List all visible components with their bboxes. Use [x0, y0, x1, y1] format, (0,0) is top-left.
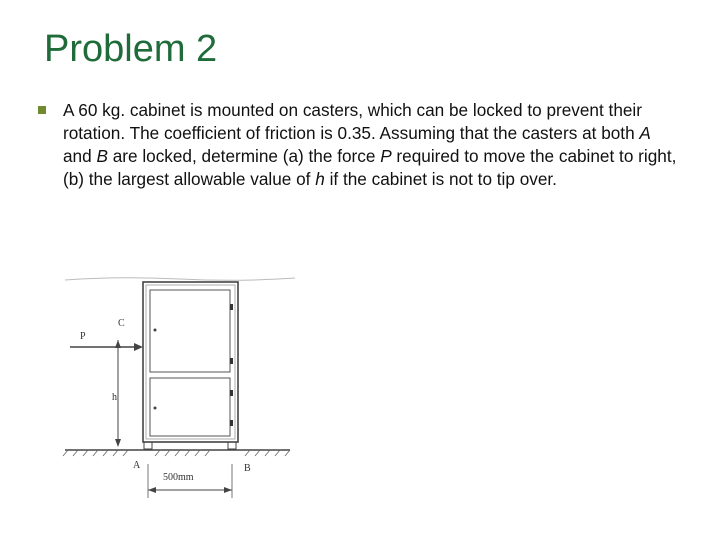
var-h: h	[315, 169, 325, 189]
label-c: C	[118, 318, 125, 329]
problem-text-1: A 60 kg. cabinet is mounted on casters, which can be locked to prevent their rotation. The coefficient of friction is 0.35. Assuming that the casters at both	[63, 100, 642, 143]
floor-hatching	[63, 450, 290, 456]
problem-text-2: and	[63, 146, 97, 166]
cabinet-body	[143, 282, 238, 442]
hinge	[230, 358, 233, 364]
h-arrow-bottom	[115, 439, 121, 447]
lower-knob	[154, 407, 157, 410]
caster-b	[228, 442, 236, 449]
label-b: B	[244, 463, 251, 474]
caster-a	[144, 442, 152, 449]
var-a: A	[639, 123, 651, 143]
label-a: A	[133, 460, 141, 471]
label-p: P	[80, 331, 86, 342]
force-p-arrowhead	[134, 343, 143, 351]
var-b: B	[96, 146, 108, 166]
hinge	[230, 420, 233, 426]
cabinet-inner	[146, 285, 235, 439]
lower-door	[150, 378, 230, 436]
upper-door	[150, 290, 230, 372]
upper-knob	[154, 329, 157, 332]
label-h: h	[112, 392, 117, 403]
bullet-marker	[38, 106, 46, 114]
cabinet-diagram	[60, 268, 300, 508]
hinge	[230, 304, 233, 310]
h-arrow-top	[115, 340, 121, 348]
problem-text-4: required to move the cabinet to right, (b) the largest allowable value of	[63, 146, 677, 189]
problem-text-5: if the cabinet is not to tip over.	[324, 169, 557, 189]
ceiling-line	[65, 278, 295, 281]
hinge	[230, 390, 233, 396]
width-dimension-label: 500mm	[163, 472, 194, 483]
var-p: P	[380, 146, 392, 166]
width-arrow-left	[148, 487, 156, 493]
slide-title: Problem 2	[44, 28, 218, 70]
problem-text-3: are locked, determine (a) the force	[107, 146, 381, 166]
problem-statement	[63, 99, 683, 191]
width-arrow-right	[224, 487, 232, 493]
